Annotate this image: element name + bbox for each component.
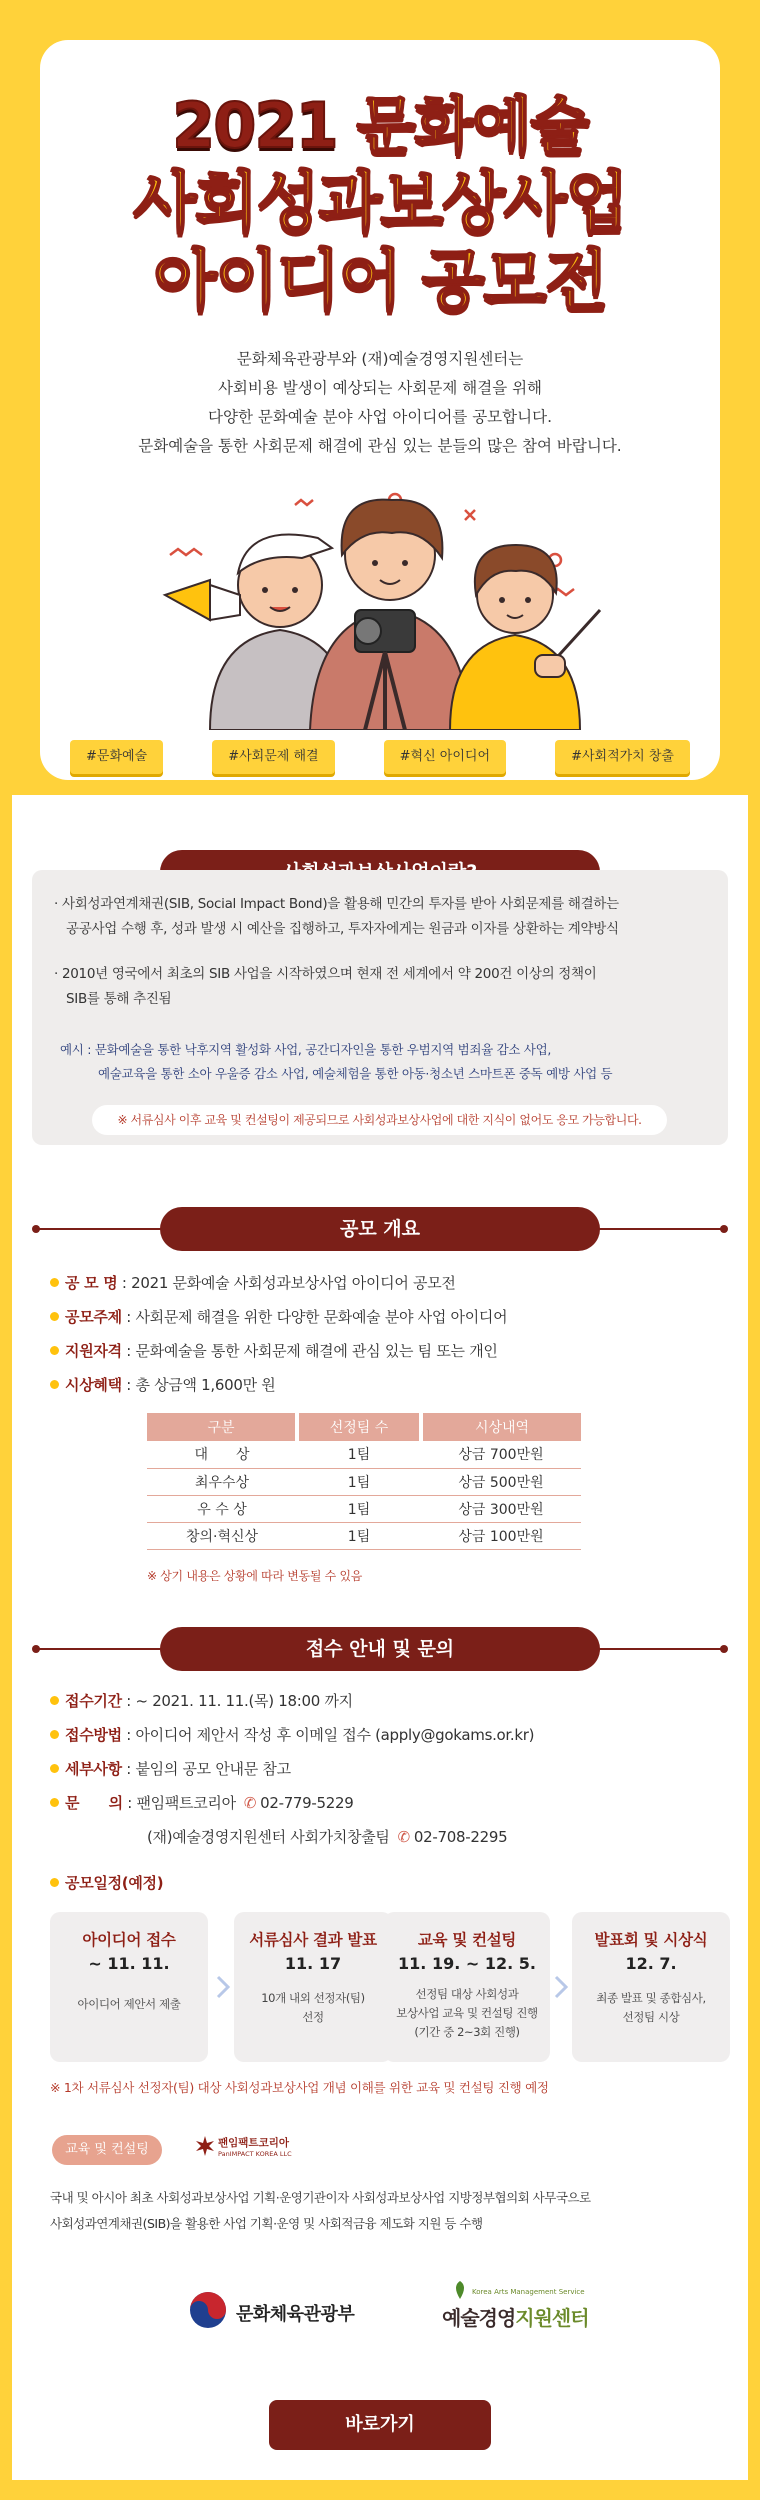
sib-item: · 사회성과연계채권(SIB, Social Impact Bond)을 활용해 민간의 투자를 받아 사회문제를 해결하는 공공사업 수행 후, 성과 발생 시 예산을 집행하고, 투자자에게는 원금과 이자를 상환하는 계약방식: [54, 896, 619, 937]
hashtag: #문화예술: [70, 740, 163, 774]
go-button[interactable]: 바로가기: [269, 2400, 491, 2450]
overview-row: 지원자격 : 문화예술을 통한 사회문제 해결에 관심 있는 팀 또는 개인: [50, 1338, 730, 1364]
schedule-step: 발표회 및 시상식 12. 7. 최종 발표 및 종합심사, 선정팀 시상: [572, 1912, 730, 2062]
contact-row: (재)예술경영지원센터 사회가치창출팀 ✆ 02-708-2295: [147, 1824, 760, 1850]
bullet-icon: [50, 1798, 59, 1807]
reception-row: 세부사항 : 붙임의 공모 안내문 참고: [50, 1756, 730, 1782]
mcst-logo: 문화체육관광부: [188, 2290, 228, 2334]
content-card: [12, 795, 748, 2480]
contact-row: 문 의 : 팬임팩트코리아 ✆ 02-779-5229: [50, 1790, 730, 1816]
panimpact-logo-icon: [194, 2135, 216, 2157]
title-line-1: [40, 89, 720, 162]
table-header-row: 구분 선정팀 수 시상내역: [147, 1413, 581, 1441]
title-year: 2021: [172, 89, 337, 162]
overview-row: 공 모 명 : 2021 문화예술 사회성과보상사업 아이디어 공모전: [50, 1270, 730, 1296]
table-row: 창의·혁신상 1팀 상금 100만원: [147, 1522, 581, 1549]
people-illustration: [150, 485, 610, 730]
title-line-3: 아이디어 공모전: [153, 242, 607, 319]
sib-examples: 예시 : 문화예술을 통한 낙후지역 활성화 사업, 공간디자인을 통한 우범지역 범죄율 감소 사업, 예술교육을 통한 소아 우울증 감소 사업, 예술체험을 통한 아동·청소년 스마트폰 중독 예방 사업 등: [60, 1042, 613, 1081]
reception-row: 접수기간 : ~ 2021. 11. 11.(목) 18:00 까지: [50, 1688, 730, 1714]
reception-row: 접수방법 : 아이디어 제안서 작성 후 이메일 접수 (apply@gokams.or.kr): [50, 1722, 730, 1748]
schedule-label-row: 공모일정(예정): [50, 1870, 730, 1896]
leaf-icon: [450, 2280, 470, 2300]
arte-logo: Korea Arts Management Service 예술경영지원센터: [442, 2280, 602, 2340]
schedule-step: 서류심사 결과 발표 11. 17 10개 내외 선정자(팀) 선정: [234, 1912, 392, 2062]
phone-icon: ✆: [397, 1828, 410, 1846]
table-row: 우 수 상 1팀 상금 300만원: [147, 1495, 581, 1522]
chevron-right-icon: [554, 1975, 568, 1999]
bullet-icon: [50, 1878, 59, 1887]
table-row: 대 상 1팀 상금 700만원: [147, 1441, 581, 1468]
hashtag-row: [70, 740, 690, 778]
bullet-icon: [50, 1764, 59, 1773]
reception-heading: 접수 안내 및 문의: [160, 1627, 600, 1671]
overview-row: 공모주제 : 사회문제 해결을 위한 다양한 문화예술 분야 사업 아이디어: [50, 1304, 730, 1330]
sib-info-box: [32, 870, 728, 1145]
phone-icon: ✆: [243, 1794, 257, 1812]
bullet-icon: [50, 1346, 59, 1355]
title-highlight: 문화예술: [356, 89, 588, 162]
title-line-2: 사회성과보상사업: [132, 164, 628, 241]
bullet-icon: [50, 1312, 59, 1321]
bullet-icon: [50, 1278, 59, 1287]
hashtag: #사회적가치 창출: [555, 740, 690, 774]
bullet-icon: [50, 1730, 59, 1739]
panimpact-logo: 팬임팩트코리아 PanIMPACT KOREA LLC: [194, 2129, 314, 2167]
overview-heading: 공모 개요: [160, 1207, 600, 1251]
prize-note: ※ 상기 내용은 상황에 따라 변동될 수 있음: [147, 1569, 363, 1583]
edu-label: 교육 및 컨설팅: [52, 2135, 162, 2165]
table-row: 최우수상 1팀 상금 500만원: [147, 1468, 581, 1495]
hashtag: #혁신 아이디어: [384, 740, 506, 774]
chevron-right-icon: [216, 1975, 230, 1999]
hero-card: [40, 40, 720, 780]
hashtag: #사회문제 해결: [212, 740, 334, 774]
edu-description: 국내 및 아시아 최초 사회성과보상사업 기획·운영기관이자 사회성과보상사업 지방정부협의회 사무국으로 사회성과연계채권(SIB)을 활용한 사업 기획·운영 및 사회적금융 제도화 지원 등 수행: [50, 2190, 591, 2231]
bullet-icon: [50, 1696, 59, 1705]
overview-row: 시상혜택 : 총 상금액 1,600만 원: [50, 1372, 730, 1398]
schedule-note: ※ 1차 서류심사 선정자(팀) 대상 사회성과보상사업 개념 이해를 위한 교육 및 컨설팅 진행 예정: [50, 2080, 549, 2095]
taegeuk-icon: [188, 2290, 228, 2330]
intro-text: 문화체육관광부와 (재)예술경영지원센터는 사회비용 발생이 예상되는 사회문제 해결을 위해 다양한 문화예술 분야 사업 아이디어를 공모합니다. 문화예술을 통한 사회문제 해결에 관심 있는 분들의 많은 참여 바랍니다.: [138, 350, 622, 455]
bullet-icon: [50, 1380, 59, 1389]
sib-item: · 2010년 영국에서 최초의 SIB 사업을 시작하였으며 현재 전 세계에서 약 200건 이상의 정책이 SIB를 통해 추진됨: [54, 966, 597, 1007]
sib-note: ※ 서류심사 이후 교육 및 컨설팅이 제공되므로 사회성과보상사업에 대한 지식이 없어도 응모 가능합니다.: [92, 1105, 667, 1135]
schedule-step: 아이디어 접수 ~ 11. 11. 아이디어 제안서 제출: [50, 1912, 208, 2062]
prize-table: [147, 1413, 581, 1550]
schedule-step: 교육 및 컨설팅 11. 19. ~ 12. 5. 선정팀 대상 사회성과 보상사업 교육 및 컨설팅 진행 (기간 중 2~3회 진행): [384, 1912, 550, 2062]
